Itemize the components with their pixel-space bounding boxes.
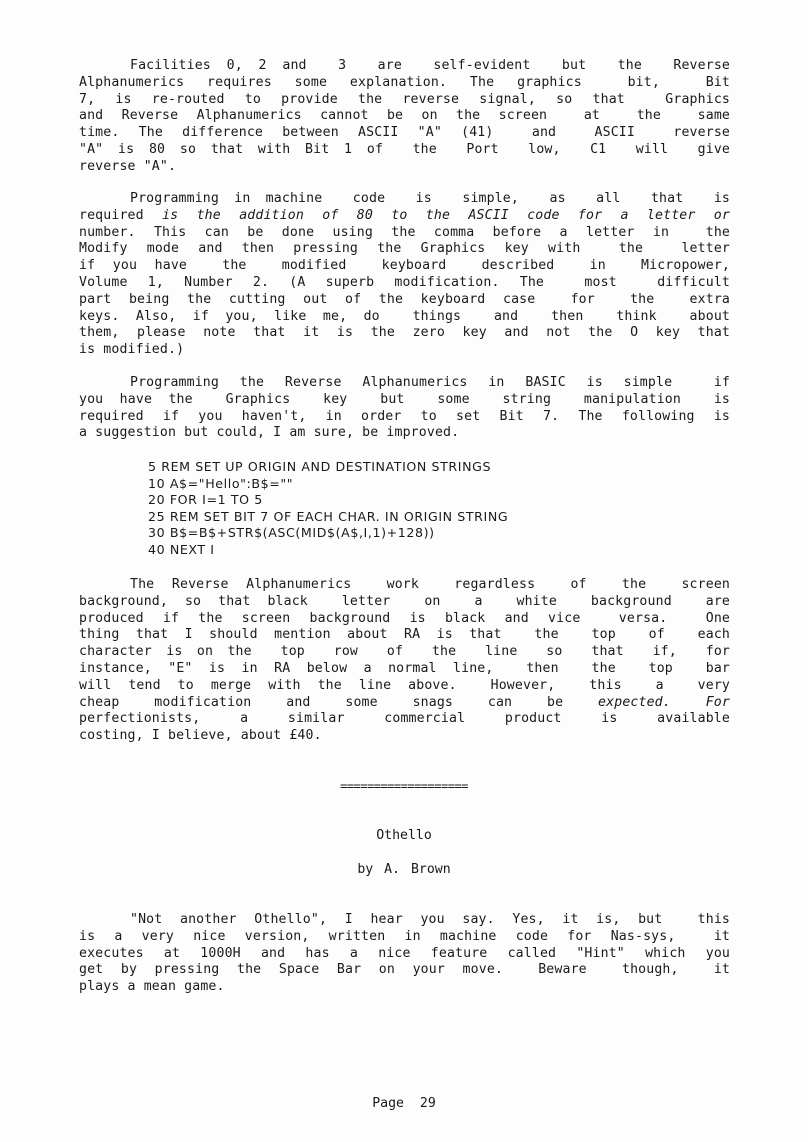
italic-text: expected. For [598,694,730,710]
text-line: part being the cutting out of the keyboard case for the extra [79,291,730,307]
text-line: Facilities 0, 2 and 3 are self-evident but the Reverse [130,58,730,73]
text-line: you have the Graphics key but some string manipulation is [79,391,730,407]
text-line: "Not another Othello", I hear you say. Yes, it is, but this [130,912,730,927]
code-line: 25 REM SET BIT 7 OF EACH CHAR. IN ORIGIN STRING [148,508,509,524]
text-line: Programming in machine code is simple, as all that is [130,191,730,206]
text-line: Volume 1, Number 2. (A superb modification. The most difficult [79,274,730,290]
text-line: is a very nice version, written in machine code for Nas-sys, it [79,928,730,944]
paragraph-machine-code [79,191,730,359]
text-line: 7, is re-routed to provide the reverse signal, so that Graphics [79,91,730,107]
article-byline: by A. Brown [357,862,451,877]
text-line: required if you haven't, in order to set Bit 7. The following is [79,408,730,424]
text-line: cheap modification and some snags can be expected. For [79,694,730,710]
text-line: plays a mean game. [79,979,225,995]
text-line: if you have the modified keyboard described in Micropower, [79,258,730,274]
text-line: thing that I should mention about RA is that the top of each [79,627,730,643]
paragraph-reverse-work [79,577,730,745]
text-line: Modify mode and then pressing the Graphics key with the letter [79,241,730,257]
text-line: The Reverse Alphanumerics work regardless of the screen [130,577,730,592]
text-line: a suggestion but could, I am sure, be improved. [79,425,460,441]
text-line: number. This can be done using the comma before a letter in the [79,224,730,240]
text-line: reverse "A". [79,158,177,174]
basic-code-listing [148,459,508,559]
text-line: them, please note that it is the zero key and not the O key that [79,325,730,341]
text-line: and Reverse Alphanumerics cannot be on the screen at the same [79,108,730,124]
code-line: 30 B$=B$+STR$(ASC(MID$(A$,I,1)+128)) [148,525,435,541]
text-line: is modified.) [79,342,185,358]
text-line: required is the addition of 80 to the ASCII code for a letter or [79,207,730,223]
text-line: get by pressing the Space Bar on your move. Beware though, it [79,962,730,978]
text-line: executes at 1000H and has a nice feature called "Hint" which you [79,945,730,961]
article-title: Othello [376,828,432,843]
text-line: background, so that black letter on a white background are [79,593,730,609]
text-line: perfectionists, a similar commercial product is available [79,711,730,727]
text-line: instance, "E" is in RA below a normal line, then the top bar [79,660,730,676]
paragraph-basic [79,375,730,442]
text-line: costing, I believe, about £40. [79,728,322,744]
paragraph-facilities [79,58,730,176]
paragraph-othello [79,912,730,996]
text-line: produced if the screen background is black and vice versa. One [79,610,730,626]
text-line: character is on the top row of the line so that if, for [79,644,730,660]
text-line: Programming the Reverse Alphanumerics in BASIC is simple if [130,375,730,390]
text-line: Alphanumerics requires some explanation. The graphics bit, Bit [79,74,730,90]
section-divider: =================== [340,779,468,793]
italic-text: is the addition of 80 to the ASCII code for a letter or [162,207,730,223]
page-number: Page 29 [372,1096,436,1111]
code-line: 20 FOR I=1 TO 5 [148,492,263,508]
text-line: keys. Also, if you, like me, do things and then think about [79,308,730,324]
code-line: 5 REM SET UP ORIGIN AND DESTINATION STRINGS [148,459,492,474]
text-line: will tend to merge with the line above. However, this a very [79,677,730,693]
text-line: "A" is 80 so that with Bit 1 of the Port low, C1 will give [79,141,730,157]
code-line: 40 NEXT I [148,541,215,557]
code-line: 10 A$="Hello":B$="" [148,475,294,491]
text-line: time. The difference between ASCII "A" (41) and ASCII reverse [79,125,730,141]
